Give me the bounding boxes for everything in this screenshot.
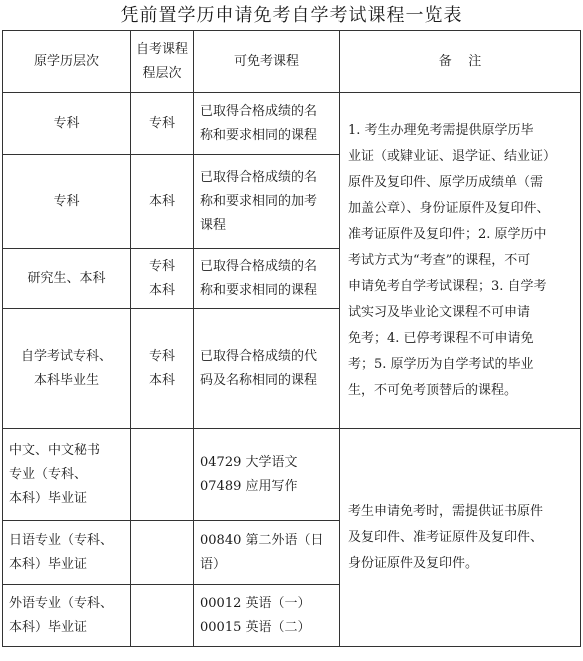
exemption-table [2,30,581,647]
remarks-upper: 1. 考生办理免考需提供原学历毕 业证（或肄业证、退学证、结业证） 原件及复印件、原学历成绩单（需 加盖公章）、身份证原件及复印件、 准考证原件及复印件；2. 原学历中 考试方式为“考查”的课程，不可 申请免考自学考试课程；3. 自学考 试实习及毕业论文课程不可申请 免考；4. 已停考课程不可申请免 考；5. 原学历为自学考试的毕业 生，不可免考顶替后的课程。 [340,93,581,429]
row1-exam-level: 专科 [131,93,194,155]
remarks-lower: 考生申请免考时，需提供证书原件 及复印件、准考证原件及复印件、 身份证原件及复印件。 [340,429,581,647]
row2-exam-level: 本科 [131,155,194,249]
row1-original-level: 专科 [3,93,131,155]
row4-exam-level: 专科 本科 [131,309,194,429]
row3-exempt-courses: 已取得合格成绩的名 称和要求相同的课程 [194,249,340,309]
header-remarks: 备 注 [340,31,581,93]
row7-exam-level [131,585,194,647]
row1-exempt-courses: 已取得合格成绩的名 称和要求相同的课程 [194,93,340,155]
row4-original-level: 自学考试专科、 本科毕业生 [3,309,131,429]
row6-original-level: 日语专业（专科、 本科）毕业证 [3,521,131,585]
header-exam-level: 自考课程 程层次 [131,31,194,93]
row5-original-level: 中文、中文秘书 专业（专科、 本科）毕业证 [3,429,131,521]
row6-exam-level [131,521,194,585]
header-exempt-courses: 可免考课程 [194,31,340,93]
header-original-level: 原学历层次 [3,31,131,93]
row7-original-level: 外语专业（专科、 本科）毕业证 [3,585,131,647]
row6-exempt-courses: 00840 第二外语（日 语） [194,521,340,585]
row3-original-level: 研究生、本科 [3,249,131,309]
row7-exempt-courses: 00012 英语（一） 00015 英语（二） [194,585,340,647]
row3-exam-level: 专科 本科 [131,249,194,309]
row2-exempt-courses: 已取得合格成绩的名 称和要求相同的加考 课程 [194,155,340,249]
row5-exam-level [131,429,194,521]
row5-exempt-courses: 04729 大学语文 07489 应用写作 [194,429,340,521]
page-title: 凭前置学历申请免考自学考试课程一览表 [120,5,463,26]
row4-exempt-courses: 已取得合格成绩的代 码及名称相同的课程 [194,309,340,429]
row2-original-level: 专科 [3,155,131,249]
